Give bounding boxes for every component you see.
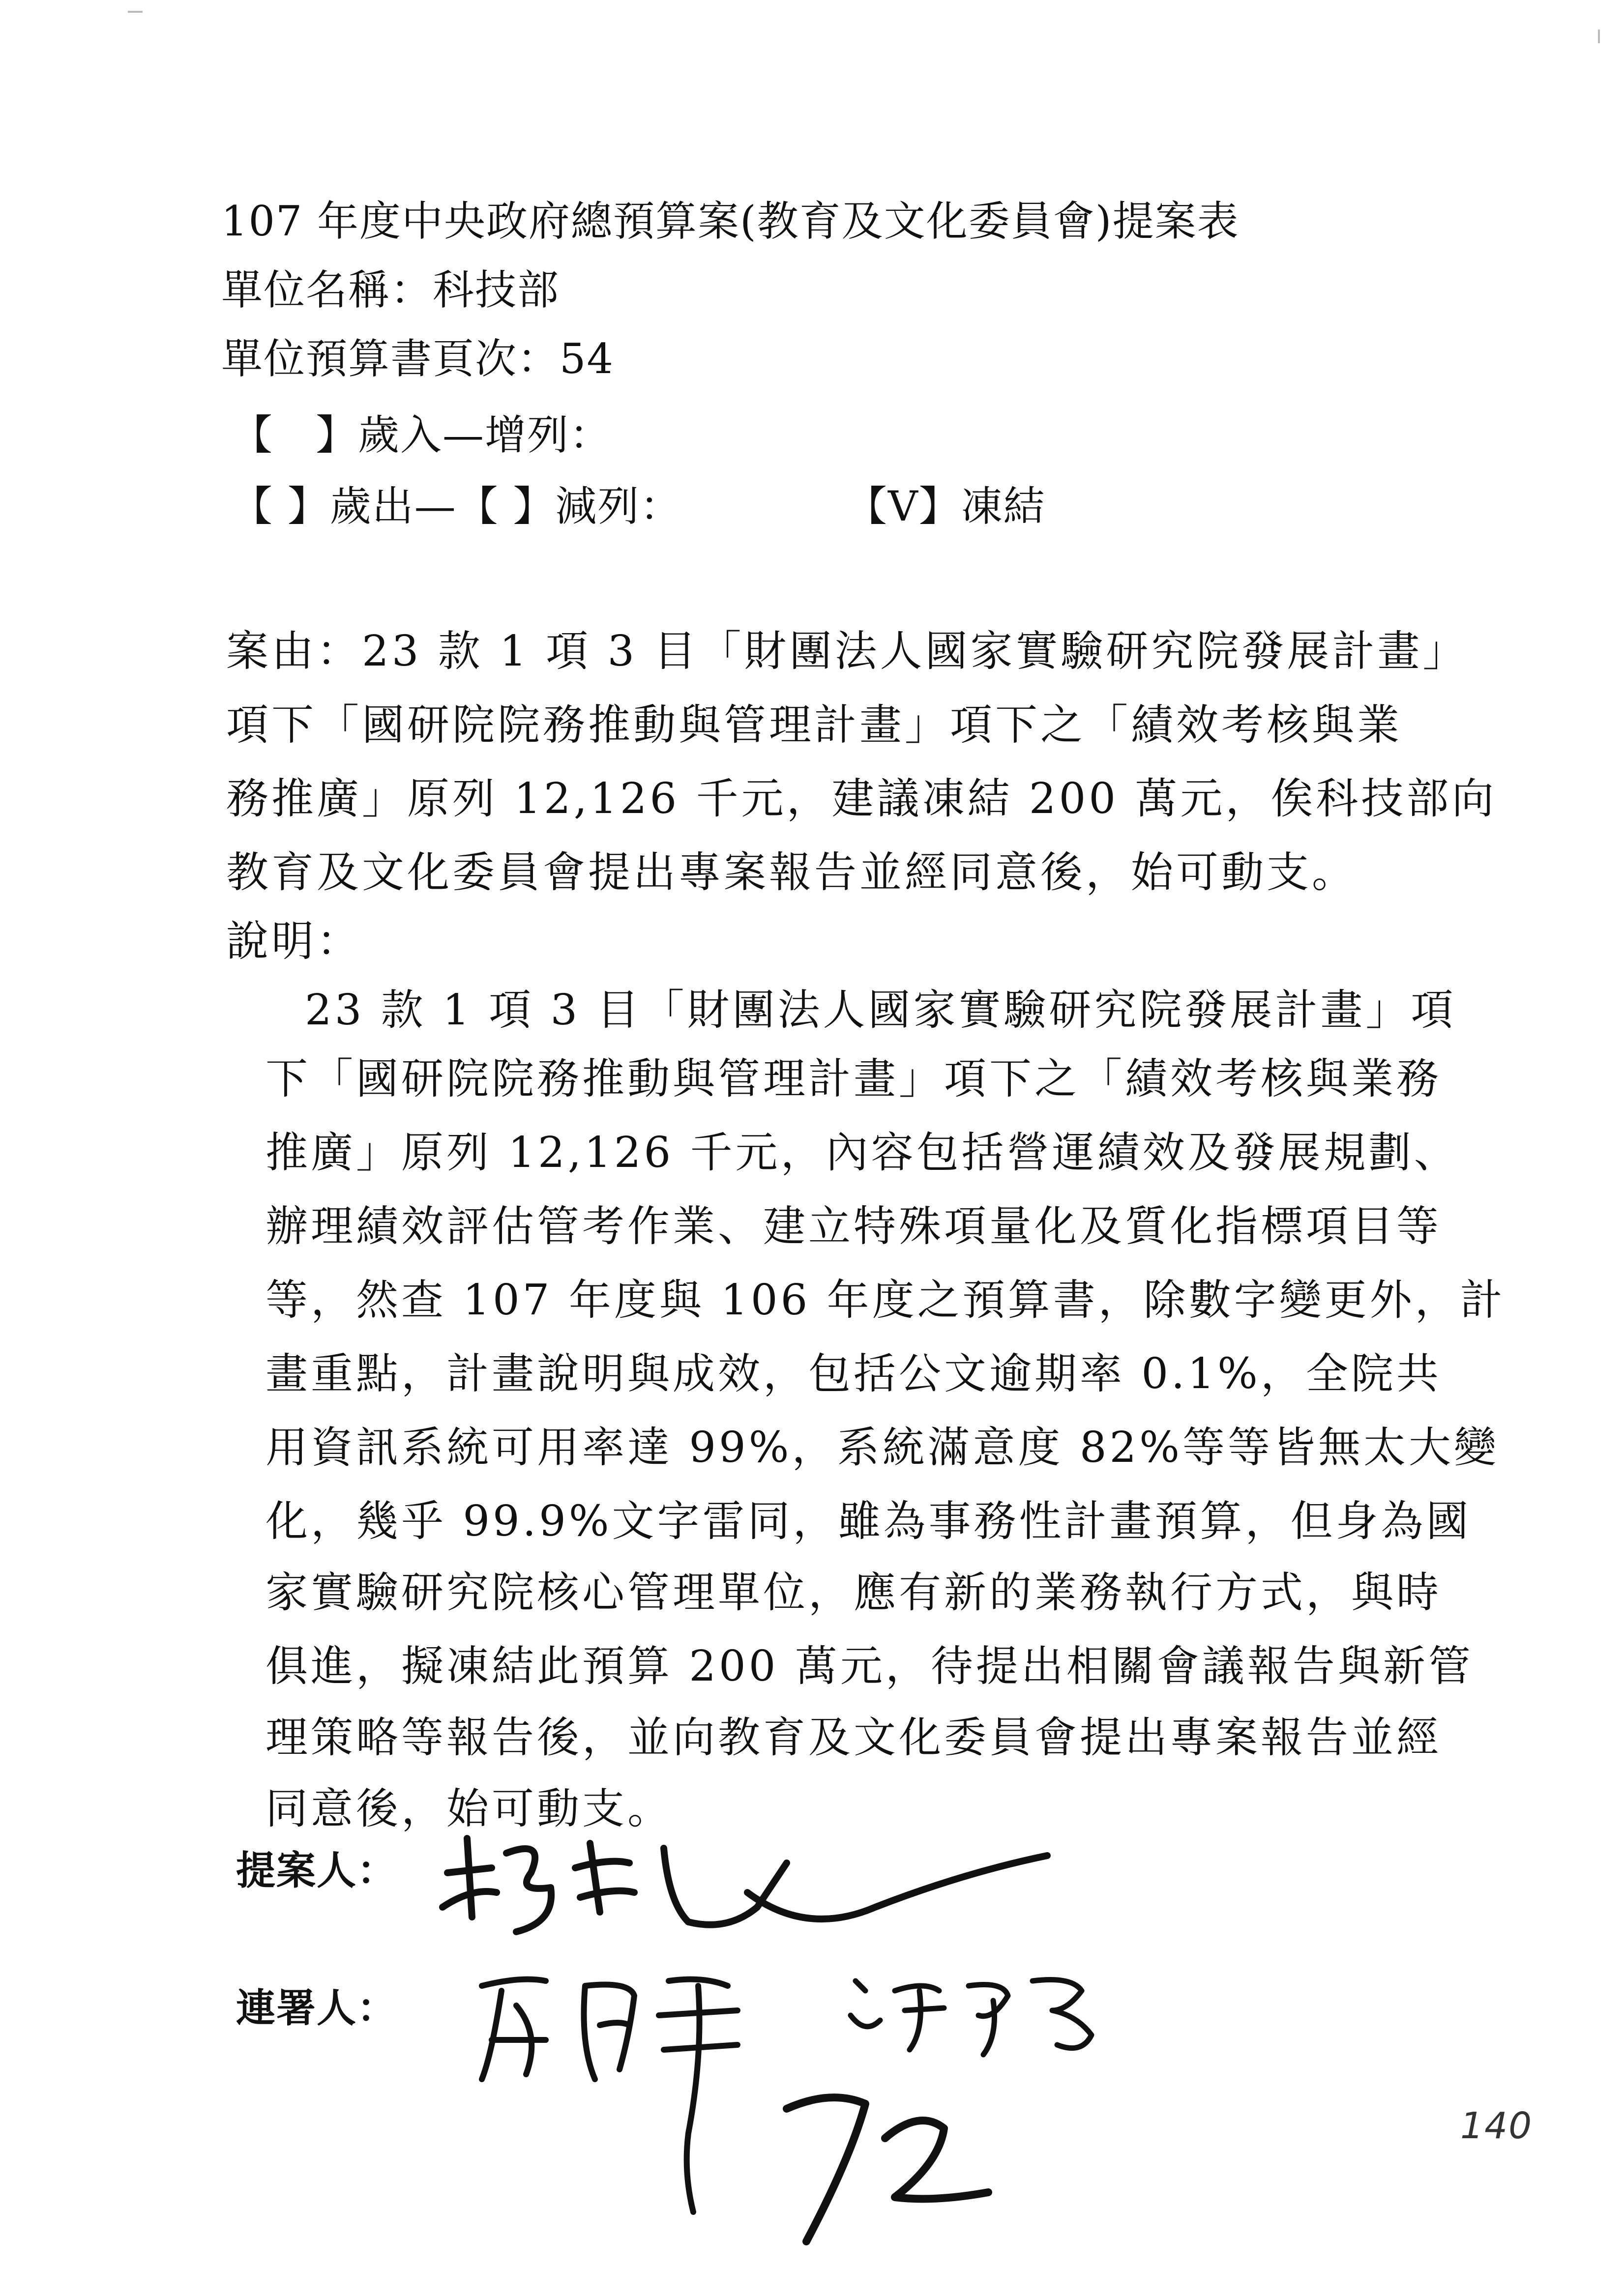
case-line: 案由：23 款 1 項 3 目「財團法人國家實驗研究院發展計畫」 — [226, 627, 1468, 676]
explanation-line: 推廣」原列 12,126 千元，內容包括營運績效及發展規劃、 — [266, 1128, 1459, 1177]
cosigner-signature-1 — [472, 1956, 792, 2234]
cosigners-label: 連署人： — [236, 1985, 397, 2031]
handwritten-number-72 — [777, 2079, 1003, 2258]
explanation-line: 畫重點，計畫說明與成效，包括公文逾期率 0.1%，全院共 — [266, 1349, 1442, 1398]
explanation-line: 23 款 1 項 3 目「財團法人國家實驗研究院發展計畫」項 — [305, 986, 1456, 1035]
freeze-line: 【V】凍結 — [846, 482, 1046, 530]
case-line: 教育及文化委員會提出專案報告並經同意後，始可動支。 — [226, 848, 1357, 897]
explanation-label: 說明： — [226, 917, 362, 966]
proposer-signature — [433, 1809, 1121, 1958]
explanation-line: 理策略等報告後，並向教育及文化委員會提出專案報告並經 — [266, 1713, 1442, 1762]
explanation-line: 家實驗研究院核心管理單位，應有新的業務執行方式，與時 — [266, 1568, 1442, 1617]
case-line: 項下「國研院院務推動與管理計畫」項下之「績效考核與業 — [226, 700, 1402, 750]
unit-name: 單位名稱：科技部 — [221, 266, 560, 314]
scan-mark — [128, 11, 143, 13]
explanation-line: 俱進，擬凍結此預算 200 萬元，待提出相關會議報告與新管 — [266, 1642, 1474, 1691]
cosigner-signature-2 — [846, 1961, 1141, 2062]
explanation-line: 化，幾乎 99.9%文字雷同，雖為事務性計畫預算，但身為國 — [266, 1497, 1472, 1546]
explanation-line: 辦理績效評估管考作業、建立特殊項量化及質化指標項目等 — [266, 1202, 1442, 1251]
revenue-line: 【 】歲入—增列： — [231, 411, 612, 459]
proposer-label: 提案人： — [236, 1847, 397, 1893]
budget-page-number: 單位預算書頁次：54 — [221, 335, 614, 383]
explanation-line: 下「國研院院務推動與管理計畫」項下之「績效考核與業務 — [266, 1054, 1442, 1104]
scan-mark — [1598, 29, 1600, 43]
page-number: 140 — [1460, 2105, 1533, 2147]
form-title: 107 年度中央政府總預算案(教育及文化委員會)提案表 — [221, 197, 1240, 245]
explanation-line: 同意後，始可動支。 — [266, 1784, 673, 1833]
expense-line: 【 】歲出—【 】減列： — [231, 482, 682, 530]
explanation-line: 等，然查 107 年度與 106 年度之預算書，除數字變更外，計 — [266, 1276, 1506, 1325]
explanation-line: 用資訊系統可用率達 99%，系統滿意度 82%等等皆無太大變 — [266, 1423, 1499, 1472]
case-line: 務推廣」原列 12,126 千元，建議凍結 200 萬元，俟科技部向 — [226, 774, 1497, 823]
